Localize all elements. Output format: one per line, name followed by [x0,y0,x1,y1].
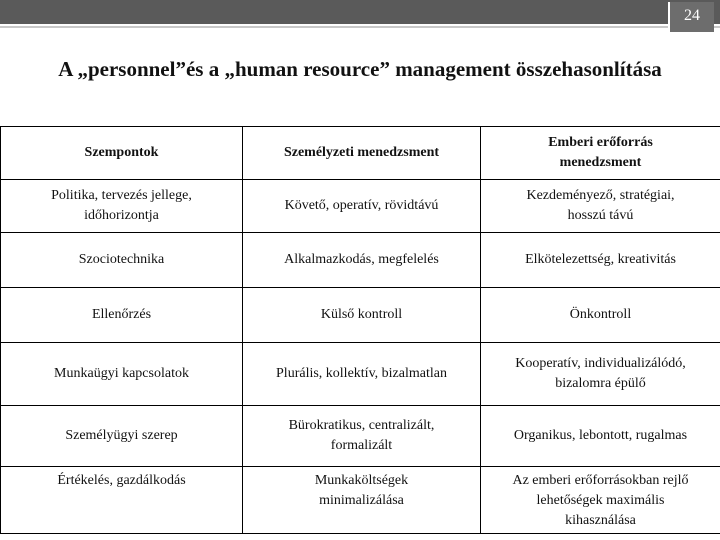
table-cell: Elkötelezettség, kreativitás [481,233,720,288]
table-header-row [1,127,720,180]
table-cell: Kooperatív, individualizálódó, bizalomra épülő [481,343,720,406]
table-cell: Plurális, kollektív, bizalmatlan [243,343,481,406]
table-cell: Bürokratikus, centralizált, formalizált [243,406,481,467]
table-cell: Organikus, lebontott, rugalmas [481,406,720,467]
table-cell: Ellenőrzés [1,288,243,343]
header-cell: Szempontok [1,127,243,180]
table-row [1,343,720,406]
banner-stripe [0,26,720,28]
table-cell: Az emberi erőforrásokban rejlő lehetőségek maximális kihasználása [481,467,720,534]
table-cell: Külső kontroll [243,288,481,343]
header-cell: Emberi erőforrás menedzsment [481,127,720,180]
table-cell: Munkaköltségek minimalizálása [243,467,481,534]
top-banner [0,0,720,24]
table-row [1,288,720,343]
comparison-table [0,126,720,534]
table-row [1,467,720,534]
table-cell: Politika, tervezés jellege, időhorizontja [1,180,243,233]
page-title: A „personnel”és a „human resource” management összehasonlítása [58,57,662,81]
table-cell: Személyügyi szerep [1,406,243,467]
table-row [1,406,720,467]
table-cell: Munkaügyi kapcsolatok [1,343,243,406]
header-cell: Személyzeti menedzsment [243,127,481,180]
table-cell: Alkalmazkodás, megfelelés [243,233,481,288]
page-number: 24 [668,2,714,32]
table-row [1,233,720,288]
table-cell: Kezdeményező, stratégiai, hosszú távú [481,180,720,233]
table-cell: Követő, operatív, rövidtávú [243,180,481,233]
table-cell: Önkontroll [481,288,720,343]
table-row [1,180,720,233]
table-cell: Értékelés, gazdálkodás [1,467,243,534]
table-cell: Szociotechnika [1,233,243,288]
